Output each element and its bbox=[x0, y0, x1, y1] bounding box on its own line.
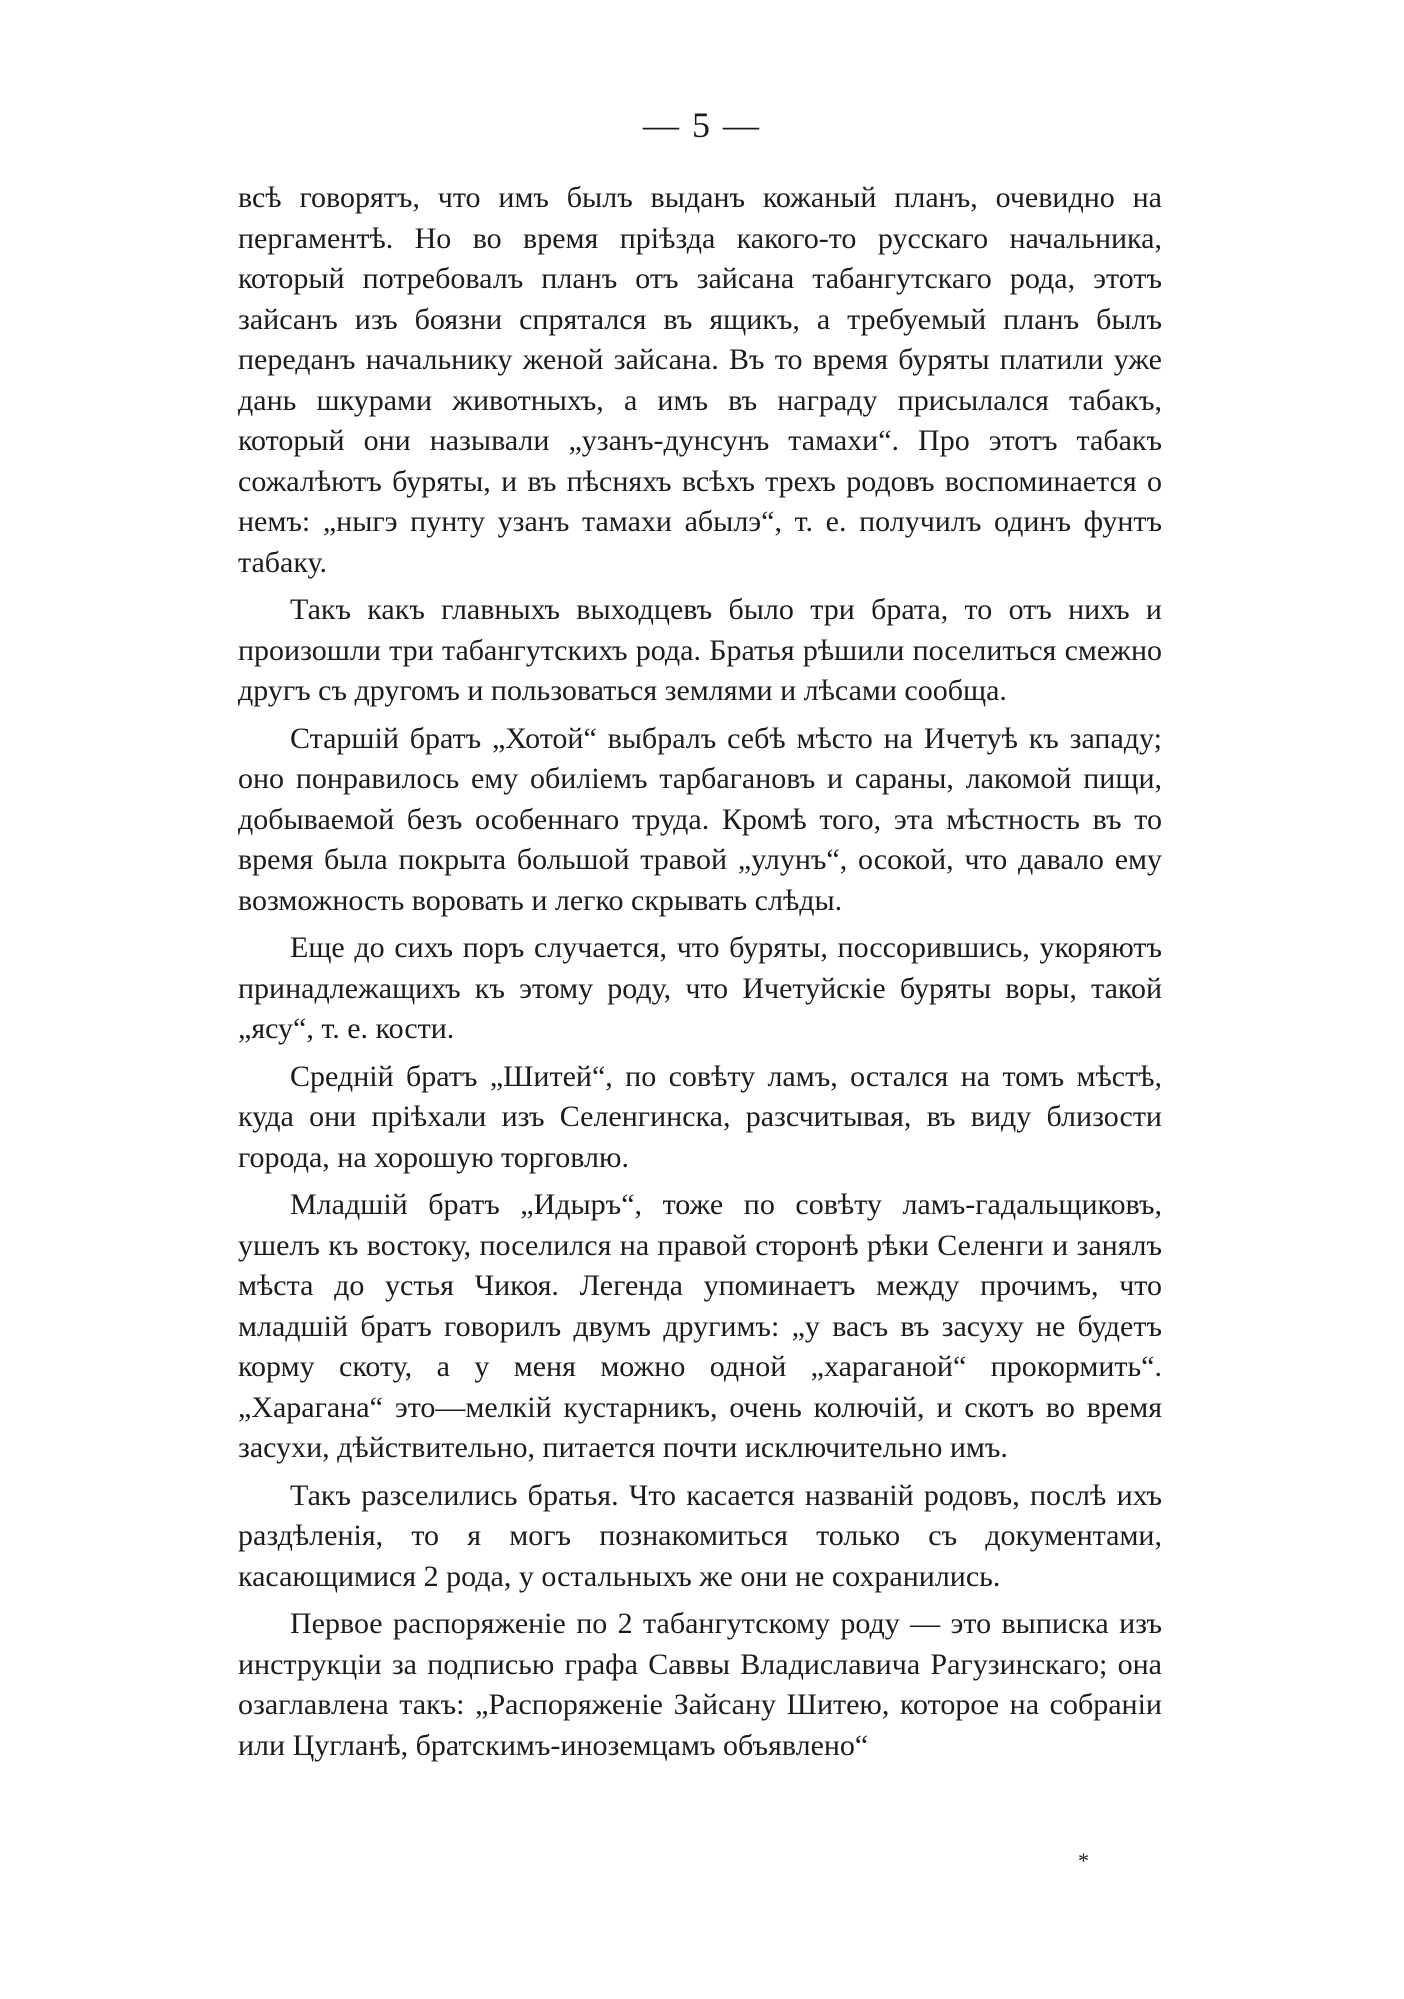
paragraph-4: Еще до сихъ поръ случается, что буряты, поссорившись, укоряютъ принадлежащихъ къ этому роду, что Ичетуйскіе буряты воры, такой „ясу“, т. е. кости. bbox=[238, 931, 1162, 1045]
body-text bbox=[238, 178, 1162, 1766]
paragraph-5: Средній братъ „Шитей“, по совѣту ламъ, остался на томъ мѣстѣ, куда они пріѣхали изъ Селенгинска, разсчитывая, въ виду близости города, на хорошую торговлю. bbox=[238, 1059, 1162, 1174]
paragraph-2: Такъ какъ главныхъ выходцевъ было три брата, то отъ нихъ и произошли три табангутскихъ рода. Братья рѣшили поселиться смежно другъ съ другомъ и пользоваться землями и лѣсами сообща. bbox=[238, 593, 1162, 707]
paragraph-6: Младшій братъ „Идыръ“, тоже по совѣту ламъ-гадальщиковъ, ушелъ къ востоку, поселился на правой сторонѣ рѣки Селенги и занялъ мѣста до устья Чикоя. Легенда упоминаетъ между прочимъ, что младшій братъ говорилъ двумъ другимъ: „у васъ въ засуху не будетъ корму скоту, а у меня можно одной „хараганой“ прокормить“. „Харагана“ это—мелкій кустарникъ, очень колючій, и скотъ во время засухи, дѣйствительно, питается почти исключительно имъ. bbox=[238, 1188, 1162, 1464]
signature-mark: * bbox=[1078, 1848, 1089, 1873]
paragraph-7: Такъ разселились братья. Что касается названій родовъ, послѣ ихъ раздѣленія, то я могъ познакомиться только съ документами, касающимися 2 рода, у остальныхъ же они не сохранились. bbox=[238, 1478, 1162, 1593]
paragraph-3: Старшій братъ „Хотой“ выбралъ себѣ мѣсто на Ичетуѣ къ западу; оно понравилось ему обиліемъ тарбагановъ и сараны, лакомой пищи, добываемой безъ особеннаго труда. Кромѣ того, эта мѣстность въ то время была покрыта большой травой „улунъ“, осокой, что давало ему возможность воровать и легко скрывать слѣды. bbox=[238, 721, 1162, 917]
paragraph-1: всѣ говорятъ, что имъ былъ выданъ кожаный планъ, очевидно на пергаментѣ. Но во время пріѣзда какого-то русскаго начальника, который потребовалъ планъ отъ зайсана табангутскаго рода, этотъ зайсанъ изъ боязни спрятался въ ящикъ, а требуемый планъ былъ переданъ начальнику женой зайсана. Въ то время буряты платили уже дань шкурами животныхъ, а имъ въ награду присылался табакъ, который они называли „узанъ-дунсунъ тамахи“. Про этотъ табакъ сожалѣютъ буряты, и въ пѣсняхъ всѣхъ трехъ родовъ воспоминается о немъ: „ныгэ пунту узанъ тамахи абылэ“, т. е. получилъ одинъ фунтъ табаку. bbox=[238, 181, 1162, 579]
paragraph-8: Первое распоряженіе по 2 табангутскому роду — это выписка изъ инструкціи за подписью графа Саввы Владиславича Рагузинскаго; она озаглавлена такъ: „Распоряженіе Зайсану Шитею, которое на собраніи или Цугланѣ, братскимъ-иноземцамъ объявлено“ bbox=[238, 1607, 1162, 1762]
page-number: — 5 — bbox=[643, 105, 761, 145]
